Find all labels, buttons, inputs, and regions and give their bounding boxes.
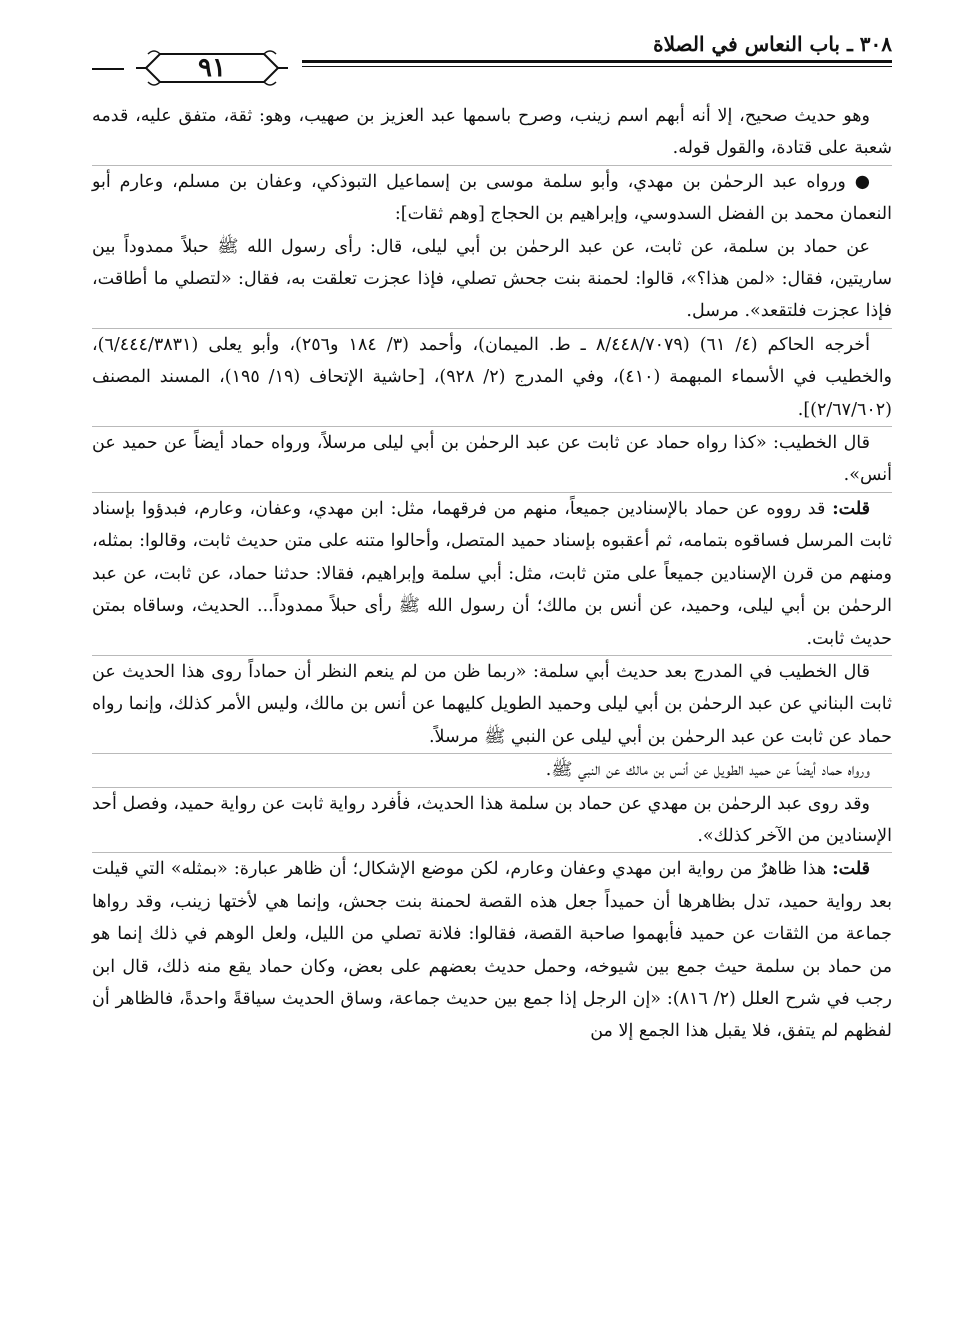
paragraph [92, 165, 892, 231]
paragraph-text: هذا ظاهرٌ من رواية ابن مهدي وعفان وعارم، لكن موضع الإشكال؛ أن ظاهر عبارة: «بمثله» التي قيلت بعد رواية حميد، تدل بظاهرها أن حميداً جعل هذه القصة لحمنة بنت جحش، وإنما هي لأختها زينب، وقد رواها جماعة من الثقات عن حميد فأبهموا صاحبة القصة، فقالوا: فلانة تصلي من الليل، ولعل الوهم في ذلك إنما هو من حماد بن سلمة حيث جمع بين شيوخه، وحمل حديث بعضهم على بعض، وكان حماد يقع منه ذلك، قال ابن رجب في شرح العلل (٢/ ٨١٦): «إن الرجل إذا جمع بين حديث جماعة، وساق الحديث سياقةً واحدةً، فالظاهر أن لفظهم لم يتفق، فلا يقبل هذا الجمع إلا من [92, 859, 892, 1042]
paragraph [92, 231, 892, 328]
paragraph [92, 655, 892, 753]
paragraph [92, 852, 892, 1047]
paragraph [92, 426, 892, 492]
paragraph [92, 492, 892, 655]
running-title: ٣٠٨ ـ باب النعاس في الصلاة [653, 32, 892, 56]
paragraph-text: وقد روى عبد الرحمٰن بن مهدي عن حماد بن سلمة هذا الحديث، فأفرد رواية ثابت عن رواية حميد، وفصل أحد الإسنادين من الآخر كذلك». [92, 793, 892, 846]
hadith-number: ٩١ [198, 53, 226, 83]
page-header [92, 18, 892, 88]
paragraph-text: قال الخطيب: «كذا رواه حماد عن ثابت عن عبد الرحمٰن بن أبي ليلى مرسلاً، ورواه حماد أيضاً عن حميد عن أنس». [92, 433, 892, 486]
paragraph [92, 753, 892, 786]
header-rule-left [92, 68, 124, 70]
paragraph-text: قال الخطيب في المدرج بعد حديث أبي سلمة: «ربما ظن من لم ينعم النظر أن حماداً روى هذا الحديث عن ثابت البناني عن عبد الرحمٰن بن أبي ليلى وحميد الطويل كليهما عن أنس بن مالك، وليس الأمر كذلك، وإنما رواه حماد عن ثابت عن عبد الرحمٰن بن أبي ليلى عن النبي ﷺ مرسلاً. [92, 661, 892, 747]
paragraph [92, 100, 892, 165]
header-rule-thick [302, 60, 892, 63]
paragraph-lead: قلت: [832, 859, 870, 880]
paragraph-text: وهو حديث صحيح، إلا أنه أبهم اسم زينب، وصرح باسمها عبد العزيز بن صهيب، وهو: ثقة، متفق عليه، قدمه شعبة على قتادة، والقول قوله. [92, 106, 892, 159]
paragraph [92, 328, 892, 426]
paragraph-lead: قلت: [832, 498, 870, 519]
paragraph-text: أخرجه الحاكم (٤/ ٦١) (٨/٤٤٨/٧٠٧٩ ـ ط. الميمان)، وأحمد (٣/ ١٨٤ و٢٥٦)، وأبو يعلى (٦/٤٤٤/٣٨٣١)، والخطيب في الأسماء المبهمة (٤١٠)، وفي المدرج (٢/ ٩٢٨)، [حاشية الإتحاف (١٩/ ١٩٥)، المسند المصنف (٢/٦٧/٦٠٢)]. [92, 334, 893, 420]
paragraph-text: قد رووه عن حماد بالإسنادين جميعاً، منهم من فرقهما، مثل: ابن مهدي، وعفان، وعارم، فبدؤوا بإسناد ثابت المرسل فساقوه بتمامه، ثم أعقبوه بإسناد حميد المتصل، وأحالوا متنه على متن حديث ثابت، وقالوا: بمثله، ومنهم من قرن الإسنادين جميعاً على متن ثابت، مثل: أبي سلمة وإبراهيم، فقالا: حدثنا حماد، عن ثابت، عن عبد الرحمٰن بن أبي ليلى، وحميد، عن أنس بن مالك؛ أن رسول الله ﷺ رأى حبلاً ممدوداً... الحديث، وساقاه بمتن حديث ثابت. [92, 498, 892, 649]
paragraph-text: ورواه حماد أيضاً عن حميد الطويل عن أنس بن مالك عن النبي ﷺ. [545, 760, 870, 781]
body-text [92, 100, 892, 1048]
paragraph-text: ● ورواه عبد الرحمٰن بن مهدي، وأبو سلمة موسى بن إسماعيل التبوذكي، وعفان بن مسلم، وعارم أبو النعمان محمد بن الفضل السدوسي، وإبراهيم بن الحجاج [وهم ثقات]: [92, 171, 892, 225]
header-rule-thin [302, 66, 892, 67]
paragraph [92, 787, 892, 853]
hadith-number-frame [132, 46, 292, 90]
paragraph-text: عن حماد بن سلمة، عن ثابت، عن عبد الرحمٰن بن أبي ليلى، قال: رأى رسول الله ﷺ حبلاً ممدوداً بين ساريتين، فقال: «لمن هذا؟»، قالوا: لحمنة بنت جحش تصلي، فإذا عجزت تعلقت به، فقال: «لتصلي ما أطاقت، فإذا عجزت فلتقعد». مرسل. [92, 236, 892, 322]
